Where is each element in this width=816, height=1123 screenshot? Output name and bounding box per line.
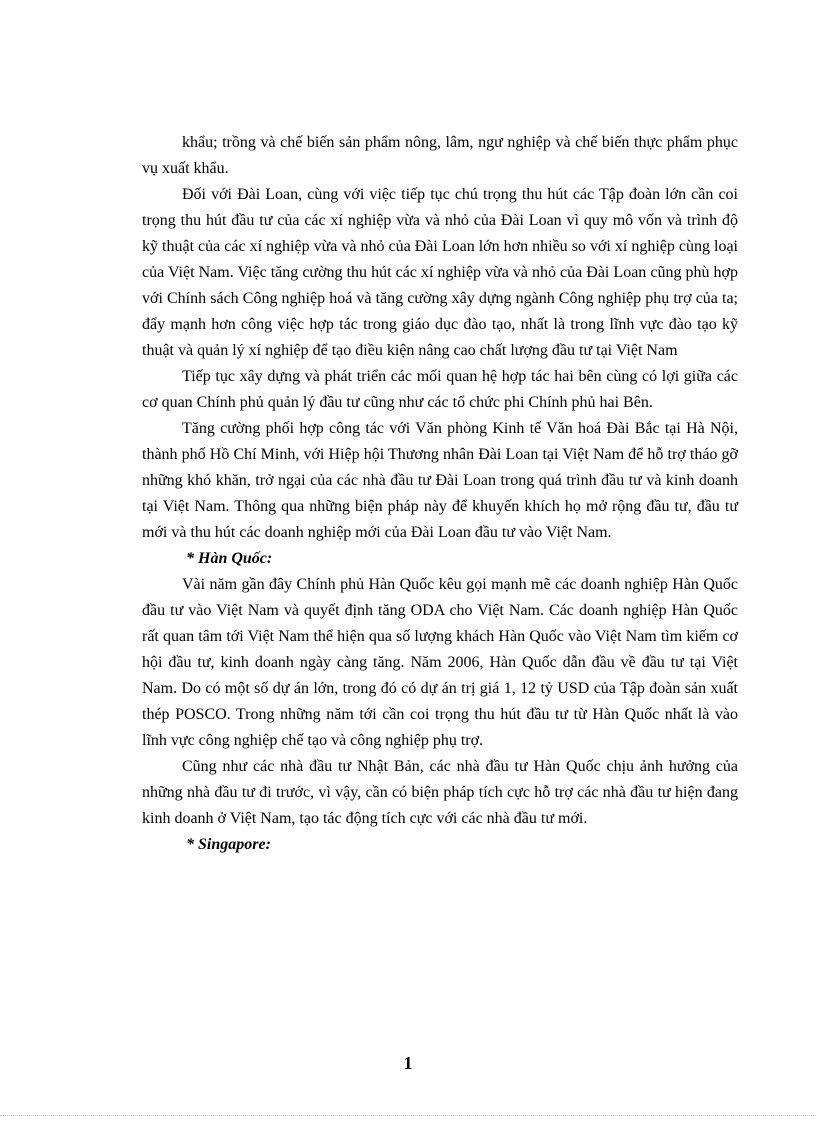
page-number: 1 (403, 1053, 413, 1073)
paragraph: Vài năm gần đây Chính phủ Hàn Quốc kêu gọi mạnh mẽ các doanh nghiệp Hàn Quốc đầu tư vào Việt Nam và quyết định tăng ODA cho Việt Nam. Các doanh nghiệp Hàn Quốc rất quan tâm tới Việt Nam thể hiện qua số lượng khách Hàn Quốc vào Việt Nam tìm kiếm cơ hội đầu tư, kinh doanh ngày càng tăng. Năm 2006, Hàn Quốc dẫn đầu về đầu tư tại Việt Nam. Do có một số dự án lớn, trong đó có dự án trị giá 1, 12 tỷ USD của Tập đoàn sản xuất thép POSCO. Trong những năm tới cần coi trọng thu hút đầu tư từ Hàn Quốc nhất là vào lĩnh vực công nghiệp chế tạo và công nghiệp phụ trợ. (142, 576, 738, 749)
paragraph: Đối với Đài Loan, cùng với việc tiếp tục chú trọng thu hút các Tập đoàn lớn cần coi trọng thu hút đầu tư của các xí nghiệp vừa và nhỏ của Đài Loan vì quy mô vốn và trình độ kỹ thuật của các xí nghiệp vừa và nhỏ của Đài Loan lớn hơn nhiều so với xí nghiệp cùng loại của Việt Nam. Việc tăng cường thu hút các xí nghiệp vừa và nhỏ của Đài Loan cũng phù hợp với Chính sách Công nghiệp hoá và tăng cường xây dựng ngành Công nghiệp phụ trợ của ta; đẩy mạnh hơn công việc hợp tác trong giáo dục đào tạo, nhất là trong lĩnh vực đào tạo kỹ thuật và quản lý xí nghiệp để tạo điều kiện nâng cao chất lượng đầu tư tại Việt Nam (142, 186, 738, 359)
paragraph: Tiếp tục xây dựng và phát triển các mối quan hệ hợp tác hai bên cùng có lợi giữa các cơ quan Chính phủ quản lý đầu tư cũng như các tổ chức phi Chính phủ hai Bên. (142, 368, 738, 411)
paragraph: Tăng cường phối hợp công tác với Văn phòng Kinh tế Văn hoá Đài Bắc tại Hà Nội, thành phố Hồ Chí Minh, với Hiệp hội Thương nhân Đài Loan tại Việt Nam để hỗ trợ tháo gỡ những khó khăn, trở ngại của các nhà đầu tư Đài Loan trong quá trình đầu tư và kinh doanh tại Việt Nam. Thông qua những biện pháp này để khuyến khích họ mở rộng đầu tư, đầu tư mới và thu hút các doanh nghiệp mới của Đài Loan đầu tư vào Việt Nam. (142, 420, 738, 541)
paragraph: Cũng như các nhà đầu tư Nhật Bản, các nhà đầu tư Hàn Quốc chịu ảnh hưởng của những nhà đầu tư đi trước, vì vậy, cần có biện pháp tích cực hỗ trợ các nhà đầu tư hiện đang kinh doanh ở Việt Nam, tạo tác động tích cực với các nhà đầu tư mới. (142, 758, 738, 827)
page-bottom-divider (0, 1115, 816, 1116)
document-body (142, 130, 738, 858)
section-heading-korea: * Hàn Quốc: (186, 550, 273, 567)
paragraph: khẩu; trồng và chế biến sản phẩm nông, lâm, ngư nghiệp và chế biến thực phẩm phục vụ xuất khẩu. (142, 134, 738, 177)
section-heading-singapore: * Singapore: (186, 836, 271, 853)
